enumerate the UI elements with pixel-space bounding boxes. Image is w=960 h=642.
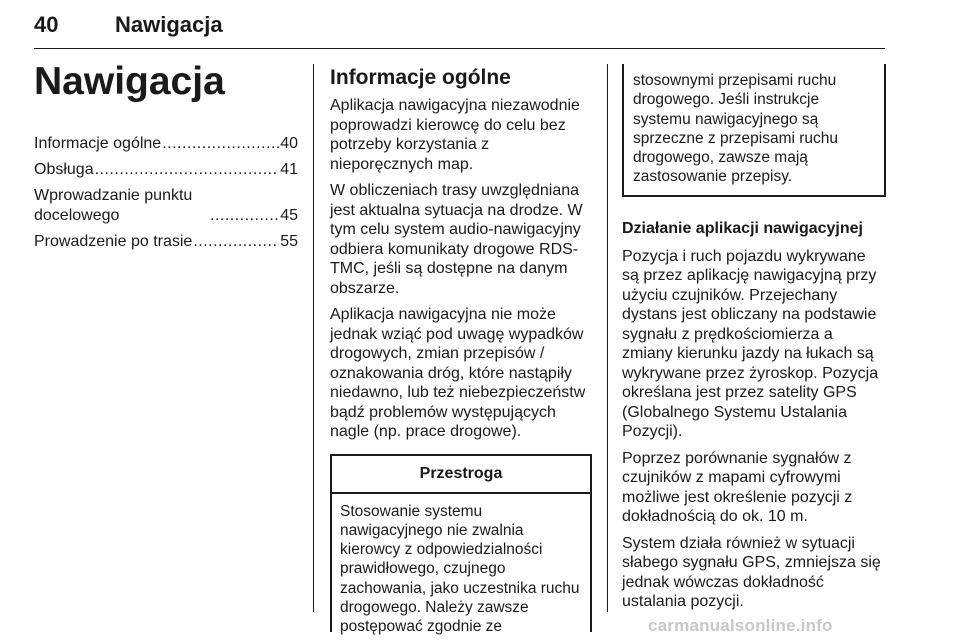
warning-title: Przestroga [332, 456, 590, 494]
toc-entry-title: Informacje ogólne [34, 135, 162, 152]
content-column-right [622, 64, 886, 619]
column-divider [607, 64, 608, 612]
warning-box-continuation: stosownymi przepisami ruchu drogowego. Jeśli instrukcje systemu nawigacyjnego są sprzeczne z przepisami ruchu drogowego, zawsze mają zastosowanie przepisy. [622, 64, 886, 197]
toc-leader-dots [193, 232, 279, 252]
toc-entry-title: Prowadzenie po trasie [34, 233, 193, 250]
chapter-title: Nawigacja [34, 60, 225, 103]
warning-text: Stosowanie systemu nawigacyjnego nie zwalnia kierowcy z odpowiedzialności prawidłowego, czujnego zachowania, jako uczestnika ruchu drogowego. Należy zawsze postępować zgodnie ze [340, 502, 580, 636]
toc-column [34, 60, 298, 258]
content-column-middle [330, 66, 592, 636]
toc-entry[interactable] [34, 232, 298, 252]
running-header-title: Nawigacja [115, 12, 223, 37]
toc-entry-page: 55 [280, 233, 298, 250]
toc-leader-dots [162, 134, 279, 154]
header-rule [34, 48, 885, 49]
body-paragraph: Poprzez porównanie sygnałów z czujników z mapami cyfrowymi możliwe jest określenie pozycji z dokładnością do ok. 10 m. [622, 449, 853, 526]
column-divider [313, 64, 314, 612]
watermark: carmanualsonline.info [648, 616, 833, 635]
toc-entry-page: 40 [280, 135, 298, 152]
body-paragraph: Aplikacja nawigacyjna niezawodnie poprowadzi kierowcę do celu bez potrzeby korzystania z nieporęcznych map. [330, 97, 580, 173]
table-of-contents [34, 134, 298, 252]
toc-entry[interactable] [34, 160, 298, 180]
body-paragraph: System działa również w sytuacji słabego sygnału GPS, zmniejsza się jednak wówczas dokładność ustalania pozycji. [622, 534, 881, 611]
body-paragraph: Aplikacja nawigacyjna nie może jednak wziąć pod uwagę wypadków drogowych, zmian przepisów / oznakowania dróg, które nastąpiły niedawno, lub też niebezpieczeństw bądź problemów występujących nagle (np. prace drogowe). [330, 306, 586, 440]
toc-entry[interactable] [34, 186, 298, 226]
toc-leader-dots [95, 160, 280, 180]
body-paragraph: W obliczeniach trasy uwzględniana jest aktualna sytuacja na drodze. W tym celu system audio-nawigacyjny odbiera komunikaty drogowe RDS-TMC, jeśli są dostępne na danym obszarze. [330, 182, 583, 297]
toc-entry-title: Wprowadzanie punktu docelowego [34, 187, 193, 224]
page-number: 40 [34, 12, 59, 37]
section-heading: Informacje ogólne [330, 66, 511, 89]
body-paragraph: Pozycja i ruch pojazdu wykrywane są przez aplikację nawigacyjną przy użyciu czujników. Przejechany dystans jest obliczany na podstawie sygnału z prędkościomierza a zmiany kierunku jazdy na łukach są wykrywane przez żyroskop. Pozycja określana jest przez satelity GPS (Globalnego Systemu Ustalania Pozycji). [622, 247, 879, 441]
toc-entry-page: 45 [280, 207, 298, 224]
toc-entry-title: Obsługa [34, 161, 94, 178]
subsection-heading: Działanie aplikacji nawigacyjnej [622, 219, 863, 237]
toc-entry[interactable] [34, 134, 298, 154]
warning-box [330, 454, 592, 636]
toc-leader-dots [210, 206, 279, 226]
toc-entry-page: 41 [280, 161, 298, 178]
